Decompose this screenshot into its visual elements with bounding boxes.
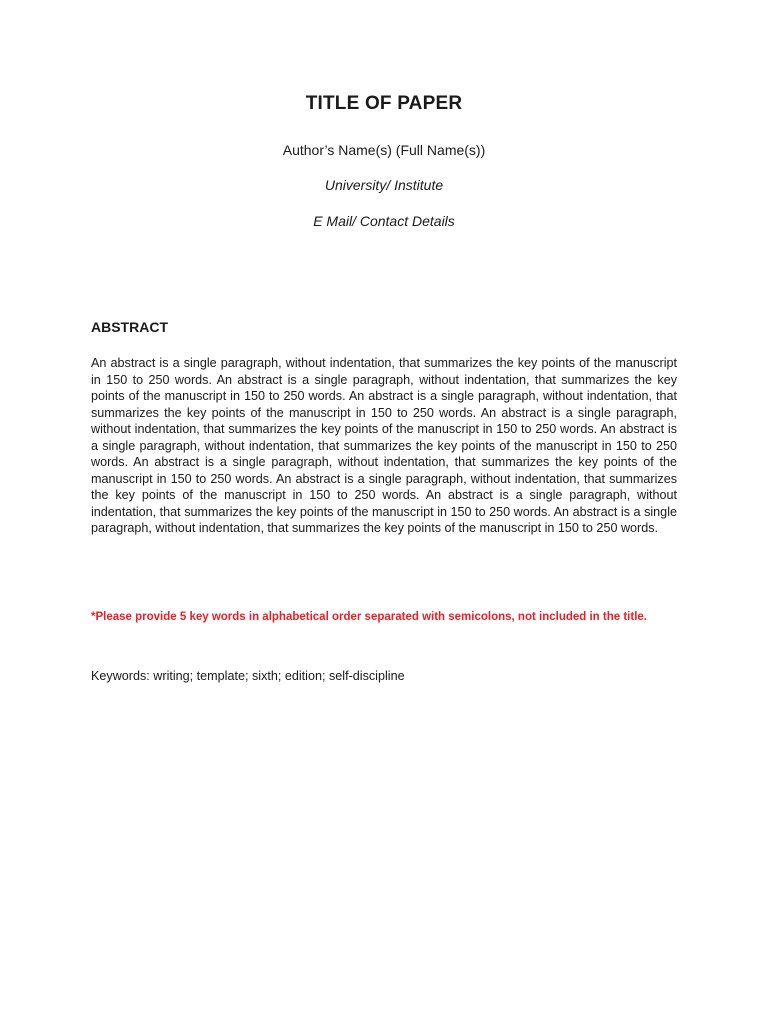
keyword-instruction-note: *Please provide 5 key words in alphabetical order separated with semicolons, not included in the title. bbox=[91, 611, 647, 623]
author-names: Author’s Name(s) (Full Name(s)) bbox=[282, 142, 486, 158]
abstract-heading: ABSTRACT bbox=[91, 319, 168, 335]
abstract-paragraph: An abstract is a single paragraph, without indentation, that summarizes the key points of the manuscript in 150 to 250 words. An abstract is a single paragraph, without indentation, that summarizes the key points of the manuscript in 150 to 250 words. An abstract is a single paragraph, without indentation, that summarizes the key points of the manuscript in 150 to 250 words. An abstract is a single paragraph, without indentation, that summarizes the key points of the manuscript in 150 to 250 words. An abstract is a single paragraph, without indentation, that summarizes the key points of the manuscript in 150 to 250 words. An abstract is a single paragraph, without indentation, that summarizes the key points of the manuscript in 150 to 250 words. An abstract is a single paragraph, without indentation, that summarizes the key points of the manuscript in 150 to 250 words. An abstract is a single paragraph, without indentation, that summarizes the key points of the manuscript in 150 to 250 words. An abstract is a single paragraph, without indentation, that summarizes the key points of the manuscript in 150 to 250 words. bbox=[91, 356, 677, 535]
paper-title: TITLE OF PAPER bbox=[305, 93, 463, 114]
affiliation: University/ Institute bbox=[324, 177, 444, 193]
keywords-line: Keywords: writing; template; sixth; edition; self-discipline bbox=[91, 669, 405, 683]
contact-details: E Mail/ Contact Details bbox=[313, 213, 455, 229]
